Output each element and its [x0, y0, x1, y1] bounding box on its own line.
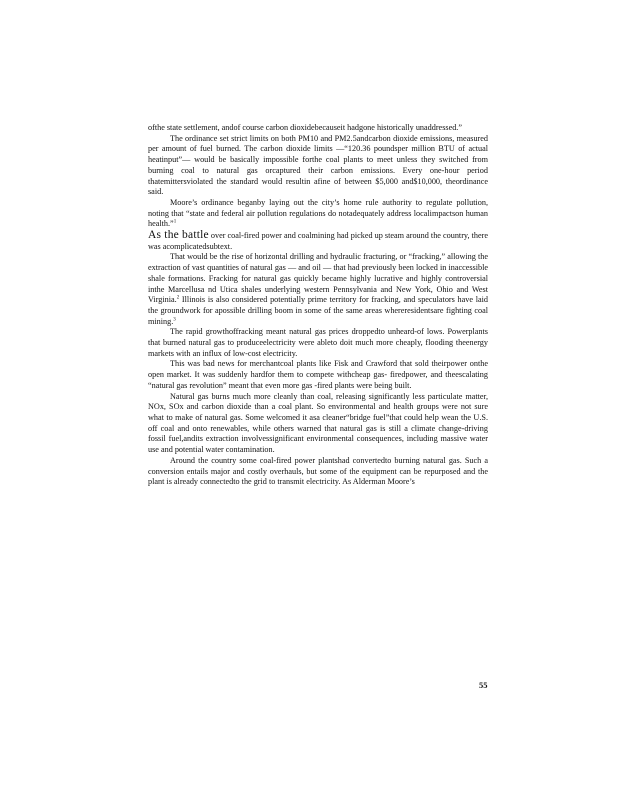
paragraph-text: That would be the rise of horizontal drilling and hydraulic fracturing, or “fracking,” allowing the extraction of vast quantities of natural gas — and oil — that had previously been locked in inaccessible shale formations. Fracking for natural gas quickly became highly lucrative and highly controversial inthe Marcellusa nd Utica shales underlying western Pennsylvania and New York, Ohio and West Virginia. — [148, 252, 488, 305]
paragraph-text: Illinois is also considered potentially prime territory for fracking, and speculators have laid the groundwork for apossible drilling boom in some of the same areas whereresidentsare fighting coal mining. — [148, 295, 488, 326]
page-number: 55 — [479, 680, 488, 690]
paragraph-text: This was bad news for merchantcoal plants like Fisk and Crawford that sold theirpower onthe open market. It was suddenly hardfor them to compete withcheap gas- firedpower, and theescalating “natural gas revolution” meant that even more gas -fired plants were being built. — [148, 359, 488, 390]
paragraph — [148, 392, 488, 456]
footnote-marker: 2 — [176, 295, 180, 301]
paragraph-text: Around the country some coal-fired power plantshad convertedto burning natural gas. Such a conversion entails major and costly overhauls, but some of the equipment can be repurposed and the plant is already connectedto the grid to transmit electricity. As Alderman Moore’s — [148, 455, 488, 487]
paragraph — [148, 134, 488, 198]
body-text — [148, 123, 488, 488]
paragraph-text: over coal-fired power and coalmining had picked up steam around the country, there was acomplicatedsubtext. — [148, 231, 488, 251]
footnote-marker: 3 — [173, 316, 176, 322]
paragraph-text: Natural gas burns much more cleanly than coal, releasing significantly less particulate matter, NOx, SOx and carbon dioxide than a coal plant. So environmental and health groups were not sure what to make of natural gas. Some welcomed it asa cleaner“bridge fuel”that could help wean the U.S. off coal and onto renewables, while others warned that natural gas is still a climate change-driving fossil fuel,andits extraction involvessignificant environmental consequences, including massive water use and potential water contamination. — [148, 391, 488, 455]
paragraph-text: The ordinance set strict limits on both PM10 and PM2.5andcarbon dioxide emissions, measured per amount of fuel burned. The carbon dioxide limits —“120.36 poundsper million BTU of actual heatinput”— would be basically impossible forthe coal plants to meet unless they switched from burning coal to natural gas orcaptured their carbon emissions. Every one-hour period thatemittersviolated the standard would resultin afine of between $5,000 and$10,000, theordinance said. — [148, 133, 488, 197]
paragraph — [148, 198, 488, 230]
paragraph-text: ofthe state settlement, andof course carbon dioxidebecauseit hadgone historically unaddressed.” — [148, 123, 462, 132]
paragraph — [148, 327, 488, 359]
paragraph-text: The rapid growthoffracking meant natural gas prices droppedto unheard-of lows. Powerplants that burned natural gas to produceelectricity were ableto doit much more cheaply, flooding theenergy markets with an influx of low-cost electricity. — [148, 327, 488, 358]
paragraph — [148, 123, 488, 134]
paragraph — [148, 230, 488, 252]
paragraph — [148, 252, 488, 327]
lead-in-text: As the battle — [148, 229, 209, 242]
paragraph — [148, 456, 488, 488]
paragraph — [148, 359, 488, 391]
paragraph-text: Moore’s ordinance beganby laying out the city’s home rule authority to regulate pollution, noting that “state and federal air pollution regulations do notadequately address localimpactson human health.” — [148, 197, 488, 229]
footnote-marker: 1 — [173, 219, 177, 225]
